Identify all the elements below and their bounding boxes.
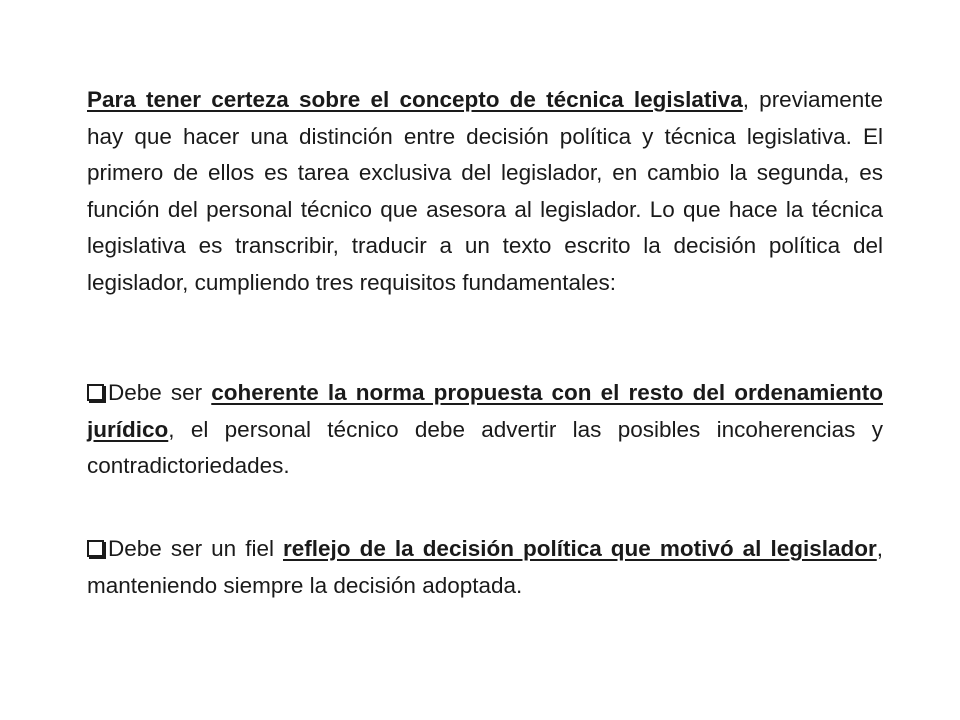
- bullet-item: [87, 531, 883, 604]
- intro-key-term: Para tener certeza sobre el concepto de técnica legislativa: [87, 87, 743, 112]
- checkbox-icon: [87, 540, 104, 557]
- bullet-emphasis: reflejo de la decisión política que motivó al legislador: [283, 536, 877, 561]
- intro-body-text: , previamente hay que hacer una distinción entre decisión política y técnica legislativa. El primero de ellos es tarea exclusiva del legislador, en cambio la segunda, es función del personal técnico que asesora al legislador. Lo que hace la técnica legislativa es transcribir, traducir a un texto escrito la decisión política del legislador, cumpliendo tres requisitos fundamentales:: [87, 87, 883, 295]
- checkbox-icon: [87, 384, 104, 401]
- bullet-suffix: , el personal técnico debe advertir las posibles incoherencias y contradictoriedades.: [87, 416, 883, 479]
- bullet-suffix: , manteniendo siempre la decisión adoptada.: [87, 536, 884, 598]
- intro-paragraph: [87, 82, 883, 302]
- bullet-emphasis: coherente la norma propuesta con el resto del ordenamiento jurídico: [87, 380, 883, 442]
- bullet-item: [87, 375, 883, 485]
- bullet-prefix: Debe ser un fiel: [108, 536, 284, 561]
- bullet-prefix: Debe ser: [108, 380, 212, 405]
